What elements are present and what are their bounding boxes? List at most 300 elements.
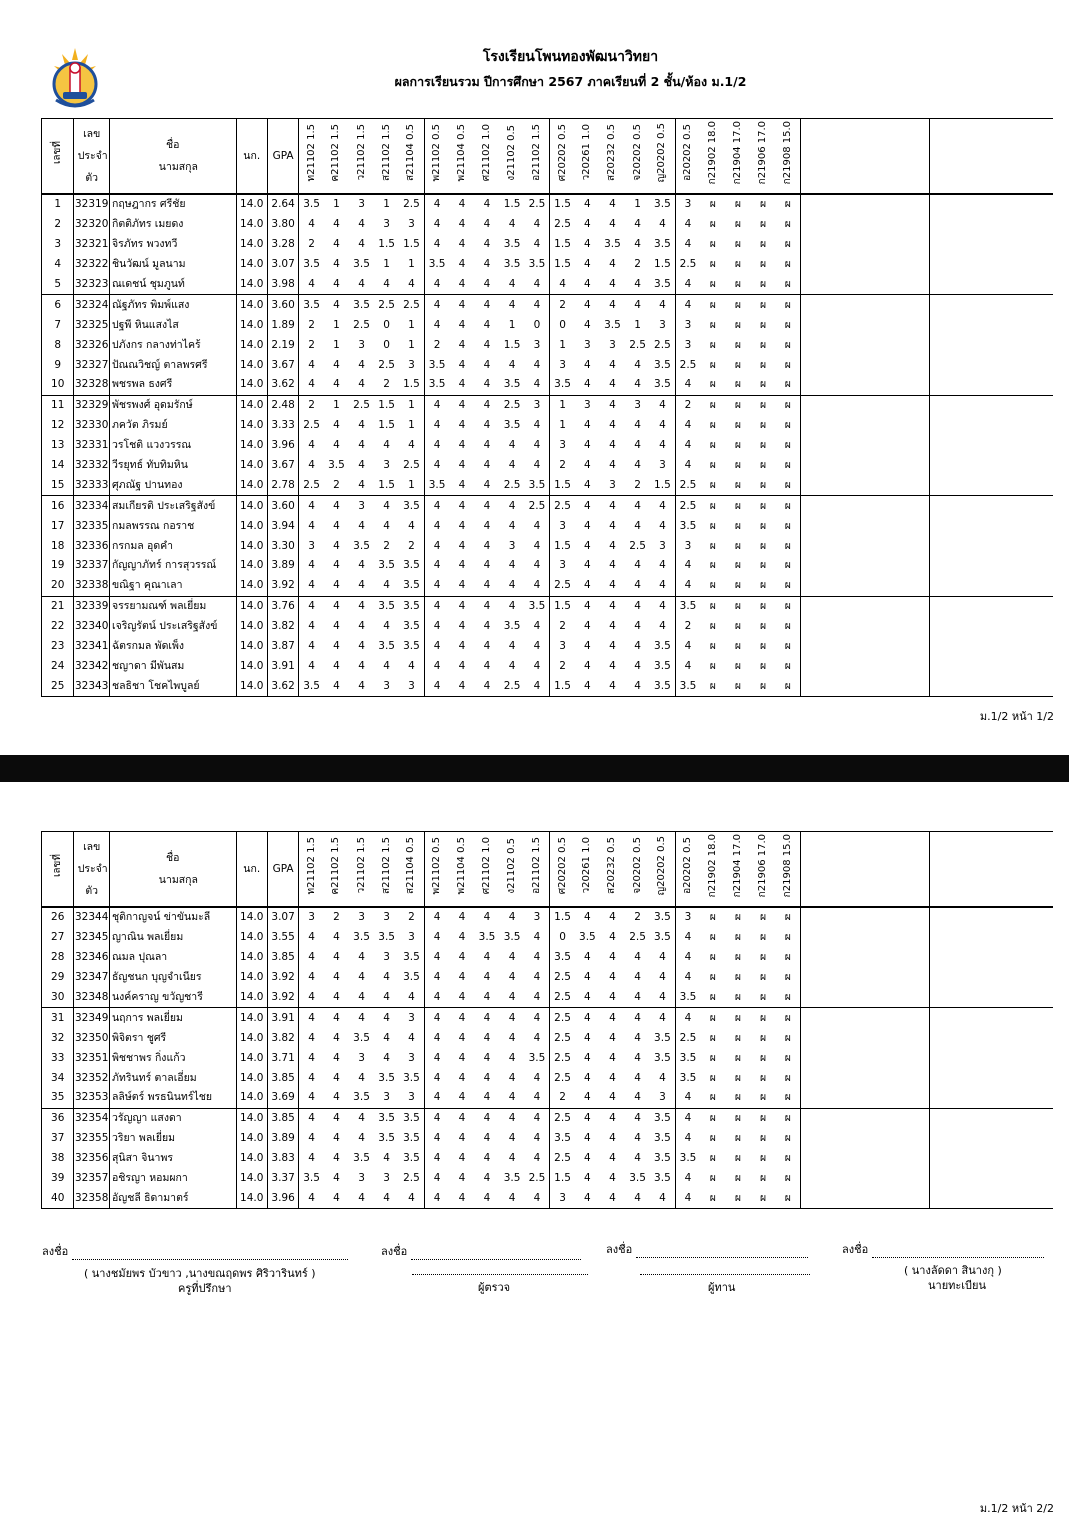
cell-no: 8: [42, 335, 74, 355]
cell-grade: 3: [684, 911, 692, 924]
header-name: ชื่อ นามสกุล: [109, 832, 236, 908]
cell-grade: 4: [433, 459, 441, 472]
cell-blank: [929, 676, 1053, 696]
cell-id: 32331: [74, 436, 110, 456]
cell-grade: ผ: [759, 238, 767, 251]
cell-gpa: 3.69: [267, 1088, 298, 1108]
cell-grade: 4: [333, 358, 340, 371]
cell-grade: 4: [609, 439, 616, 452]
cell-grade: ผ: [709, 258, 716, 271]
cell-grade: 2: [634, 911, 641, 924]
cell-grade: 4: [609, 1071, 616, 1084]
header-subject: ว20261 1.0: [581, 837, 593, 894]
cell-grade: ผ: [709, 640, 716, 653]
cell-grade: ผ: [750, 1088, 775, 1108]
cell-grade: 4: [600, 375, 625, 395]
cell-grade: 4: [308, 499, 315, 512]
cell-grade: 4: [324, 988, 349, 1008]
cell-gpa: 3.82: [267, 1028, 298, 1048]
cell-grade: 4: [609, 1152, 616, 1165]
cell-grade: 4: [433, 198, 441, 211]
cell-grade: 2.5: [525, 496, 550, 516]
cell-grade: 4: [483, 911, 491, 924]
cell-name: พชรพล ธงศรี: [109, 375, 236, 395]
cell-grade: 4: [358, 1071, 365, 1084]
cell-grade: 3.5: [675, 988, 700, 1008]
cell-grade: ผ: [776, 395, 801, 415]
cell-grade: 4: [483, 519, 491, 532]
cell-grade: 1.5: [554, 238, 571, 251]
header-subject: ค21102 1.5: [330, 123, 342, 182]
cell-grade: 3: [525, 907, 550, 928]
cell-grade: ผ: [709, 1051, 716, 1064]
cell-grade: ผ: [734, 951, 742, 964]
cell-grade: 4: [483, 1011, 491, 1024]
cell-grade: 2.5: [679, 499, 697, 512]
cell-grade: 4: [333, 1172, 340, 1185]
cell-grade: ผ: [725, 1188, 750, 1208]
signature-registrar: [842, 1240, 1044, 1258]
cell-grade: 4: [358, 971, 365, 984]
table-row: [42, 375, 1054, 395]
cell-grade: 1.5: [503, 198, 521, 211]
cell-blank: [801, 516, 930, 536]
cell-grade: 4: [684, 971, 692, 984]
cell-grade: 4: [458, 298, 466, 311]
cell-grade: ผ: [734, 911, 742, 924]
cell-grade: ผ: [709, 499, 716, 512]
cell-grade: ผ: [759, 1031, 767, 1044]
cell-grade: 4: [433, 951, 441, 964]
cell-grade: 3.5: [303, 1172, 320, 1185]
cell-grade: 4: [609, 620, 616, 633]
cell-credits: 14.0: [236, 235, 267, 255]
cell-grade: 4: [333, 238, 340, 251]
cell-grade: 4: [525, 1108, 550, 1128]
cell-grade: 4: [525, 1088, 550, 1108]
registrar-role: นายทะเบียน: [928, 1279, 987, 1292]
cell-grade: 4: [483, 419, 491, 432]
cell-grade: 4: [308, 218, 315, 231]
cell-grade: 3: [650, 315, 675, 335]
cell-credits: 14.0: [236, 295, 267, 315]
cell-grade: 1.5: [554, 911, 571, 924]
cell-gpa: 3.92: [267, 968, 298, 988]
table-row: [42, 1068, 1054, 1088]
cell-grade: 4: [525, 1028, 550, 1048]
cell-credits: 14.0: [236, 475, 267, 495]
table-row: [42, 456, 1054, 476]
cell-grade: 3: [684, 198, 692, 211]
cell-grade: ผ: [759, 640, 767, 653]
cell-grade: 4: [349, 475, 374, 495]
cell-blank: [929, 1129, 1053, 1149]
cell-grade: 1.5: [399, 235, 424, 255]
cell-grade: 4: [399, 436, 424, 456]
header-subject: ญ20202 0.5: [650, 832, 675, 908]
cell-grade: 4: [333, 1051, 340, 1064]
cell-grade: 1: [333, 338, 340, 351]
cell-grade: 4: [458, 659, 466, 672]
cell-grade: 1.5: [550, 676, 575, 696]
cell-grade: ผ: [725, 275, 750, 295]
cell-blank: [801, 355, 930, 375]
cell-grade: 4: [609, 640, 616, 653]
cell-grade: ผ: [734, 419, 742, 432]
cell-grade: ผ: [776, 656, 801, 676]
table-row: [42, 576, 1054, 596]
cell-grade: 4: [634, 1071, 641, 1084]
cell-blank: [801, 295, 930, 315]
cell-blank: [801, 416, 930, 436]
cell-grade: 4: [609, 539, 616, 552]
cell-grade: ผ: [734, 399, 742, 412]
cell-grade: 4: [458, 911, 466, 924]
checker-role: ผู้ตรวจ: [478, 1281, 511, 1294]
advisor-name: ( นางชมัยพร บัวขาว ,นางขณฤดพร ศิริวารินทร์ ): [84, 1267, 316, 1280]
cell-grade: 4: [584, 1172, 591, 1185]
cell-grade: 4: [600, 676, 625, 696]
cell-gpa: 3.85: [267, 1068, 298, 1088]
cell-grade: 0: [559, 318, 566, 331]
cell-grade: 4: [458, 1132, 466, 1145]
cell-grade: 4: [584, 620, 591, 633]
cell-credits: 14.0: [236, 255, 267, 275]
cell-grade: 3.5: [650, 907, 675, 928]
cell-grade: 1.5: [650, 255, 675, 275]
cell-credits: 14.0: [236, 637, 267, 657]
cell-grade: 4: [483, 459, 491, 472]
cell-grade: 4: [684, 640, 692, 653]
cell-grade: 4: [609, 519, 616, 532]
cell-grade: 3.5: [679, 1071, 697, 1084]
cell-grade: ผ: [734, 1112, 742, 1125]
cell-id: 32351: [74, 1048, 110, 1068]
cell-grade: 4: [600, 1188, 625, 1208]
cell-gpa: 3.82: [267, 617, 298, 637]
cell-grade: 4: [525, 235, 550, 255]
cell-grade: 3.5: [378, 1132, 395, 1145]
cell-grade: 4: [433, 640, 441, 653]
cell-grade: 3: [383, 218, 390, 231]
cell-grade: 4: [634, 600, 641, 613]
cell-grade: 4: [575, 475, 600, 495]
cell-grade: 4: [333, 951, 340, 964]
cell-no: 23: [42, 637, 74, 657]
cell-grade: 4: [424, 275, 449, 295]
cell-grade: 4: [609, 258, 616, 271]
cell-grade: 4: [458, 318, 466, 331]
cell-blank: [801, 215, 930, 235]
cell-grade: ผ: [776, 315, 801, 335]
cell-grade: 4: [483, 238, 491, 251]
cell-blank: [929, 1028, 1053, 1048]
page-separator: [0, 755, 1069, 782]
cell-grade: 4: [483, 439, 491, 452]
header-subject: อ21102 1.5: [525, 119, 550, 195]
cell-no: 34: [42, 1068, 74, 1088]
cell-grade: 4: [584, 600, 591, 613]
cell-grade: 3.5: [650, 355, 675, 375]
cell-grade: ผ: [734, 620, 742, 633]
cell-grade: 4: [333, 539, 340, 552]
cell-grade: 3.5: [650, 194, 675, 215]
cell-grade: ผ: [709, 1071, 716, 1084]
cell-grade: 4: [458, 238, 466, 251]
table-row: [42, 536, 1054, 556]
cell-grade: 4: [508, 1112, 516, 1125]
cell-name: ญาณิน พลเยี่ยม: [109, 928, 236, 948]
cell-grade: 3: [634, 399, 641, 412]
cell-grade: 4: [349, 1188, 374, 1208]
cell-grade: 4: [483, 318, 491, 331]
table-row: [42, 215, 1054, 235]
cell-grade: 4: [650, 988, 675, 1008]
cell-grade: 4: [483, 1051, 491, 1064]
cell-grade: 4: [650, 516, 675, 536]
cell-name: นงค์คราญ ขวัญชารี: [109, 988, 236, 1008]
cell-grade: 1: [559, 338, 566, 351]
cell-grade: 4: [333, 419, 340, 432]
cell-blank: [801, 275, 930, 295]
cell-grade: 4: [609, 600, 616, 613]
cell-id: 32338: [74, 576, 110, 596]
cell-grade: ผ: [759, 971, 767, 984]
header-subject: ญ20202 0.5: [650, 119, 675, 195]
cell-grade: ผ: [776, 948, 801, 968]
cell-blank: [929, 255, 1053, 275]
table-row: [42, 907, 1054, 928]
cell-blank: [801, 576, 930, 596]
cell-gpa: 2.48: [267, 395, 298, 415]
cell-grade: 1: [399, 475, 424, 495]
cell-grade: 3.5: [399, 1129, 424, 1149]
cell-grade: ผ: [776, 1169, 801, 1189]
cell-grade: 4: [458, 358, 466, 371]
cell-no: 27: [42, 928, 74, 948]
cell-blank: [929, 1188, 1053, 1208]
header-id: เลขประจำตัว: [74, 832, 110, 908]
cell-grade: 3.5: [349, 1088, 374, 1108]
cell-no: 20: [42, 576, 74, 596]
cell-grade: 4: [333, 218, 340, 231]
cell-grade: 4: [474, 375, 499, 395]
cell-grade: ผ: [709, 218, 716, 231]
cell-name: วริยา พลเยี่ยม: [109, 1129, 236, 1149]
cell-grade: 2.5: [629, 338, 646, 351]
cell-blank: [801, 436, 930, 456]
header-subject: ก21902 18.0: [706, 833, 718, 898]
cell-id: 32347: [74, 968, 110, 988]
cell-grade: 4: [508, 298, 516, 311]
cell-grade: 3: [584, 399, 591, 412]
cell-grade: 2: [559, 459, 566, 472]
cell-grade: ผ: [776, 475, 801, 495]
cell-grade: 3.5: [399, 1149, 424, 1169]
cell-blank: [801, 1068, 930, 1088]
cell-grade: 4: [634, 238, 641, 251]
cell-grade: 4: [383, 1031, 390, 1044]
cell-grade: ผ: [776, 576, 801, 596]
cell-gpa: 3.92: [267, 576, 298, 596]
cell-grade: ผ: [734, 1031, 742, 1044]
cell-name: พิจิตรา ชูศรี: [109, 1028, 236, 1048]
cell-grade: ผ: [700, 475, 725, 495]
header-subject: ว20261 1.0: [581, 124, 593, 181]
cell-grade: 3: [559, 358, 566, 371]
cell-grade: ผ: [776, 416, 801, 436]
cell-blank: [929, 596, 1053, 616]
cell-grade: 2: [308, 238, 315, 251]
cell-grade: 4: [308, 439, 315, 452]
cell-grade: 4: [609, 419, 616, 432]
cell-grade: 4: [634, 499, 641, 512]
cell-grade: 4: [449, 1188, 474, 1208]
cell-grade: 1.5: [399, 375, 424, 395]
cell-grade: 4: [433, 1132, 441, 1145]
cell-grade: ผ: [776, 215, 801, 235]
cell-grade: 4: [508, 439, 516, 452]
cell-grade: ผ: [776, 436, 801, 456]
cell-grade: 4: [584, 218, 591, 231]
cell-grade: 3.5: [629, 1172, 646, 1185]
cell-grade: 4: [483, 1132, 491, 1145]
cell-grade: 4: [508, 1071, 516, 1084]
cell-grade: 4: [358, 519, 365, 532]
cell-grade: 3.5: [650, 637, 675, 657]
cell-credits: 14.0: [236, 928, 267, 948]
cell-blank: [929, 988, 1053, 1008]
cell-credits: 14.0: [236, 907, 267, 928]
cell-grade: 3.5: [503, 1172, 521, 1185]
cell-grade: ผ: [776, 1068, 801, 1088]
cell-grade: 3.5: [525, 255, 550, 275]
cell-grade: ผ: [750, 275, 775, 295]
cell-grade: 4: [650, 1068, 675, 1088]
cell-grade: 3.5: [399, 576, 424, 596]
cell-grade: 2.5: [629, 931, 646, 944]
cell-grade: 4: [634, 659, 641, 672]
cell-grade: 3.5: [500, 375, 525, 395]
cell-grade: 3: [383, 911, 390, 924]
cell-grade: 4: [333, 620, 340, 633]
cell-grade: 4: [650, 395, 675, 415]
cell-no: 33: [42, 1048, 74, 1068]
cell-grade: 4: [449, 1088, 474, 1108]
cell-blank: [801, 1048, 930, 1068]
cell-grade: 4: [483, 198, 491, 211]
cell-grade: 4: [584, 419, 591, 432]
cell-grade: 4: [600, 576, 625, 596]
cell-grade: 4: [634, 439, 641, 452]
cell-name: ณเดชน์ ชุมภูนท์: [109, 275, 236, 295]
cell-blank: [929, 235, 1053, 255]
cell-grade: 4: [634, 298, 641, 311]
cell-gpa: 3.60: [267, 295, 298, 315]
header-subject: ส21104 0.5: [399, 119, 424, 195]
cell-grade: 3: [374, 676, 399, 696]
cell-blank: [801, 617, 930, 637]
cell-grade: 4: [609, 358, 616, 371]
cell-id: 32328: [74, 375, 110, 395]
cell-grade: 4: [684, 1011, 692, 1024]
cell-id: 32341: [74, 637, 110, 657]
cell-no: 14: [42, 456, 74, 476]
cell-grade: 4: [575, 676, 600, 696]
cell-gpa: 3.71: [267, 1048, 298, 1068]
cell-grade: 4: [525, 576, 550, 596]
cell-grade: ผ: [776, 536, 801, 556]
sign-label: ลงชื่อ: [606, 1243, 633, 1256]
cell-grade: 4: [634, 358, 641, 371]
cell-grade: 3: [308, 539, 315, 552]
cell-gpa: 3.07: [267, 907, 298, 928]
cell-grade: 4: [383, 1152, 390, 1165]
header-subject: อ21102 1.5: [525, 832, 550, 908]
cell-grade: 3.5: [503, 419, 521, 432]
cell-grade: 3.5: [525, 475, 550, 495]
cell-grade: ผ: [776, 194, 801, 215]
cell-id: 32356: [74, 1149, 110, 1169]
cell-grade: ผ: [776, 1129, 801, 1149]
cell-grade: 3: [525, 335, 550, 355]
cell-grade: 1.5: [554, 539, 571, 552]
cell-grade: 2: [559, 620, 566, 633]
cell-grade: 4: [483, 258, 491, 271]
cell-grade: 4: [324, 375, 349, 395]
cell-grade: 3.5: [503, 258, 521, 271]
cell-grade: 4: [333, 640, 340, 653]
sign-label: ลงชื่อ: [842, 1243, 869, 1256]
cell-grade: 4: [609, 931, 616, 944]
cell-grade: 3: [358, 338, 365, 351]
cell-grade: 4: [308, 1112, 315, 1125]
cell-grade: 4: [634, 1152, 641, 1165]
cell-grade: 4: [575, 375, 600, 395]
cell-grade: ผ: [759, 1051, 767, 1064]
cell-grade: ผ: [776, 516, 801, 536]
cell-name: จิรภัทร พวงทวี: [109, 235, 236, 255]
cell-grade: 4: [308, 620, 315, 633]
cell-grade: 4: [584, 439, 591, 452]
cell-grade: 3.5: [503, 238, 521, 251]
cell-grade: ผ: [759, 198, 767, 211]
cell-grade: 3.5: [650, 656, 675, 676]
cell-grade: 4: [333, 931, 340, 944]
cell-blank: [801, 676, 930, 696]
cell-grade: 4: [575, 1088, 600, 1108]
cell-grade: 4: [383, 519, 390, 532]
cell-id: 32348: [74, 988, 110, 1008]
cell-id: 32333: [74, 475, 110, 495]
cell-blank: [801, 235, 930, 255]
cell-grade: ผ: [759, 318, 767, 331]
cell-grade: 3.5: [650, 1028, 675, 1048]
cell-grade: 2: [433, 338, 441, 351]
cell-grade: 3.5: [399, 1108, 424, 1128]
cell-grade: 4: [308, 1031, 315, 1044]
cell-credits: 14.0: [236, 395, 267, 415]
cell-gpa: 3.37: [267, 1169, 298, 1189]
cell-grade: 4: [358, 439, 365, 452]
cell-grade: 4: [525, 1149, 550, 1169]
cell-credits: 14.0: [236, 315, 267, 335]
cell-grade: 2.5: [503, 399, 521, 412]
cell-grade: 3: [399, 1088, 424, 1108]
cell-id: 32358: [74, 1188, 110, 1208]
cell-name: สมเกียรติ ประเสริฐสังข์: [109, 496, 236, 516]
cell-grade: 4: [358, 419, 365, 432]
